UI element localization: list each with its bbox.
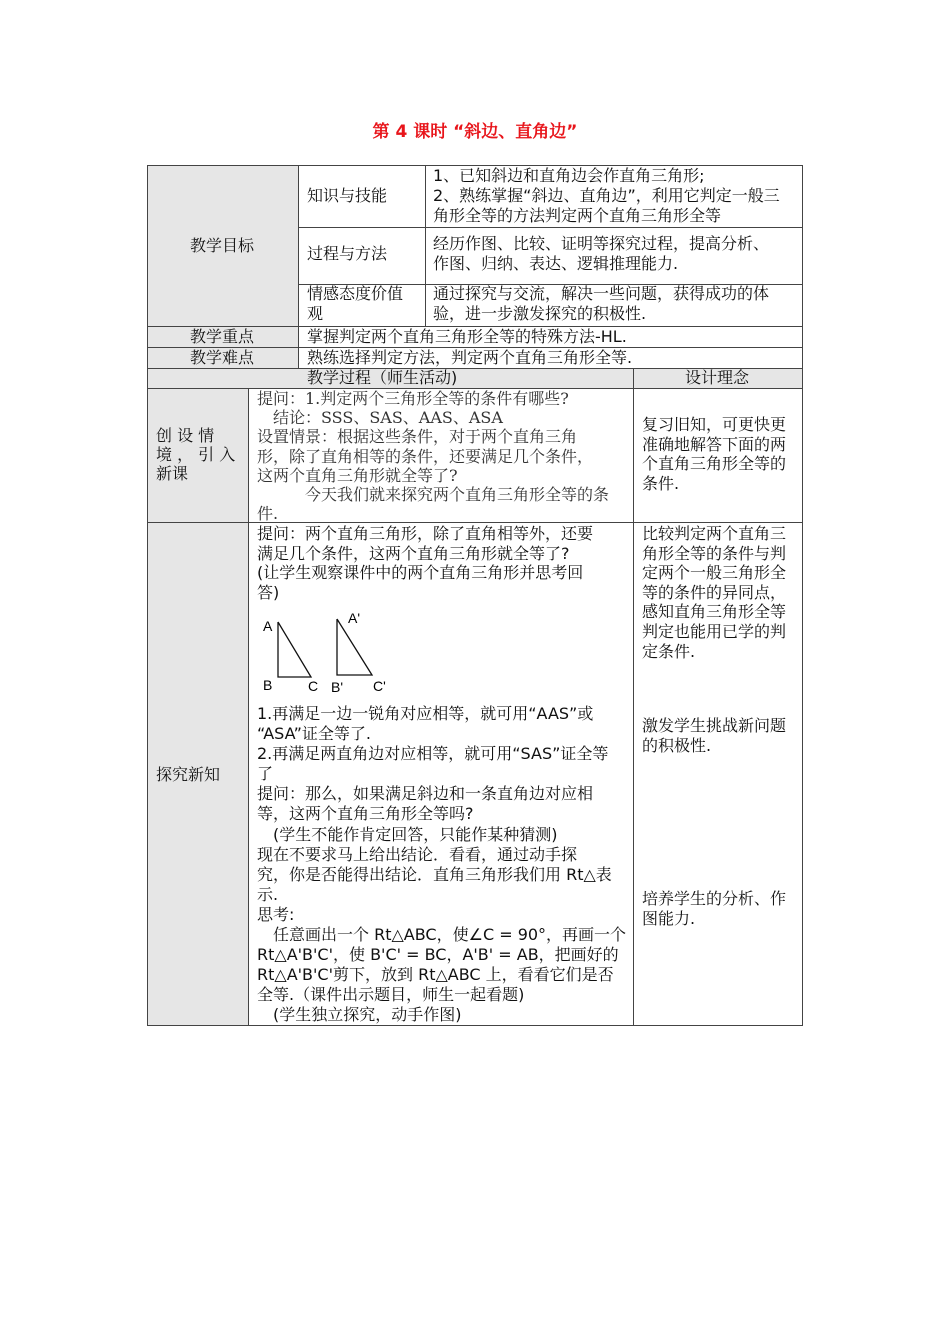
label-a-prime: A' (348, 610, 361, 626)
process-label: 过程与方法 (307, 244, 388, 263)
text-line: 境 ， 引 入 (156, 445, 236, 464)
text-line: 2、熟练掌握“斜边、直角边”，利用它判定一般三 (433, 186, 780, 205)
concept-header: 设计理念 (685, 368, 750, 387)
text-line: 等，这两个直角三角形全等吗? (257, 804, 474, 824)
text-line: 判定也能用已学的判 (642, 621, 787, 641)
text-line: 验，进一步激发探究的积极性. (433, 304, 647, 323)
text-line: 感知直角三角形全等 (642, 602, 787, 622)
attitude-label (307, 284, 403, 324)
text-line: 了 (257, 764, 274, 784)
text-line: 等的条件的异同点， (642, 582, 787, 602)
text-line: 全等.（课件出示题目，师生一起看题) (257, 985, 525, 1005)
text-line: “ASA”证全等了. (257, 724, 371, 744)
text-line: 示. (257, 884, 279, 904)
text-line: Rt△A'B'C'剪下，放到 Rt△ABC 上，看看它们是否 (257, 965, 614, 985)
text-line: 提问：1.判定两个三角形全等的条件有哪些? (257, 389, 569, 408)
text-line: 创 设 情 (156, 426, 215, 445)
difficulty-text: 熟练选择判定方法，判定两个直角三角形全等. (307, 348, 633, 367)
intro-concept (642, 415, 786, 493)
process-content (433, 234, 769, 274)
text-line: 1、已知斜边和直角边会作直角三角形; (433, 166, 705, 185)
text-line: 个直角三角形全等的 (642, 454, 787, 474)
explore-activity-body (257, 704, 626, 1026)
text-line: 思考: (257, 904, 295, 924)
text-line: 的积极性. (642, 735, 712, 755)
text-line: 件. (257, 504, 279, 524)
text-line: 2.再满足两直角边对应相等，就可用“SAS”证全等 (257, 744, 609, 764)
text-line: 准确地解答下面的两 (642, 434, 787, 454)
text-line: 比较判定两个直角三 (642, 524, 787, 543)
text-line: 激发学生挑战新问题 (642, 716, 787, 735)
text-line: 1.再满足一边一锐角对应相等，就可用“AAS”或 (257, 704, 594, 723)
label-b: B (263, 677, 273, 693)
text-line: 结论：SSS、SAS、AAS、ASA (257, 408, 503, 428)
label-c-prime: C' (373, 678, 386, 694)
label-b-prime: B' (331, 679, 344, 695)
key-point-text: 掌握判定两个直角三角形全等的特殊方法-HL. (307, 327, 627, 346)
text-line: 图能力. (642, 908, 696, 928)
intro-label (156, 426, 235, 483)
difficulty-label: 教学难点 (190, 348, 255, 367)
text-line: 答) (257, 582, 280, 602)
explore-concept-1 (642, 524, 786, 661)
text-line: 设置情景：根据这些条件，对于两个直角三角 (257, 427, 578, 447)
explore-activity-intro (257, 524, 593, 602)
knowledge-content (433, 166, 780, 226)
text-line: 条件. (642, 473, 680, 493)
triangle-abc (278, 622, 311, 677)
triangles-figure (255, 605, 405, 700)
text-line: 提问：那么，如果满足斜边和一条直角边对应相 (257, 784, 594, 804)
triangle-a-prime (337, 619, 372, 675)
text-line: 今天我们就来探究两个直角三角形全等的条 (257, 485, 610, 505)
text-line: 形，除了直角相等的条件，还要满足几个条件， (257, 446, 594, 466)
text-line: 任意画出一个 Rt△ABC，使∠C = 90°，再画一个 (257, 925, 627, 945)
label-a: A (263, 618, 273, 634)
text-line: 观 (307, 304, 324, 323)
text-line: 角形全等的条件与判 (642, 543, 787, 563)
text-line: (学生独立探究，动手作图) (257, 1005, 462, 1025)
knowledge-label: 知识与技能 (307, 186, 388, 205)
intro-activity (257, 389, 609, 523)
text-line: Rt△A'B'C'，使 B'C' = BC，A'B' = AB，把画好的 (257, 945, 619, 965)
explore-concept-2 (642, 716, 786, 755)
attitude-content (433, 284, 769, 324)
lesson-title: 第 4 课时 “斜边、直角边” (372, 122, 578, 142)
text-line: 这两个直角三角形就全等了? (257, 465, 458, 485)
text-line: 新课 (156, 464, 189, 483)
text-line: 培养学生的分析、作 (642, 889, 787, 908)
text-line: 作图、归纳、表达、逻辑推理能力. (433, 254, 679, 273)
text-line: 经历作图、比较、证明等探究过程，提高分析、 (433, 234, 770, 253)
text-line: 定两个一般三角形全 (642, 563, 787, 583)
text-line: (学生不能作肯定回答，只能作某种猜测) (257, 824, 558, 844)
text-line: 究，你是否能得出结论．直角三角形我们用 Rt△表 (257, 864, 612, 884)
label-c: C (308, 678, 319, 694)
text-line: 复习旧知，可更快更 (642, 415, 787, 434)
text-line: 情感态度价值 (307, 284, 404, 303)
text-line: (让学生观察课件中的两个直角三角形并思考回 (257, 563, 584, 583)
text-line: 提问：两个直角三角形，除了直角相等外，还要 (257, 524, 594, 543)
explore-label: 探究新知 (156, 765, 221, 784)
text-line: 现在不要求马上给出结论．看看，通过动手探 (257, 844, 578, 864)
key-point-label: 教学重点 (190, 327, 255, 346)
text-line: 满足几个条件，这两个直角三角形就全等了? (257, 543, 570, 563)
text-line: 角形全等的方法判定两个直角三角形全等 (433, 206, 722, 225)
explore-concept-3 (642, 889, 786, 928)
objectives-label: 教学目标 (190, 236, 255, 255)
activity-header: 教学过程（师生活动) (307, 368, 458, 387)
text-line: 通过探究与交流，解决一些问题，获得成功的体 (433, 284, 770, 303)
text-line: 定条件. (642, 641, 696, 661)
